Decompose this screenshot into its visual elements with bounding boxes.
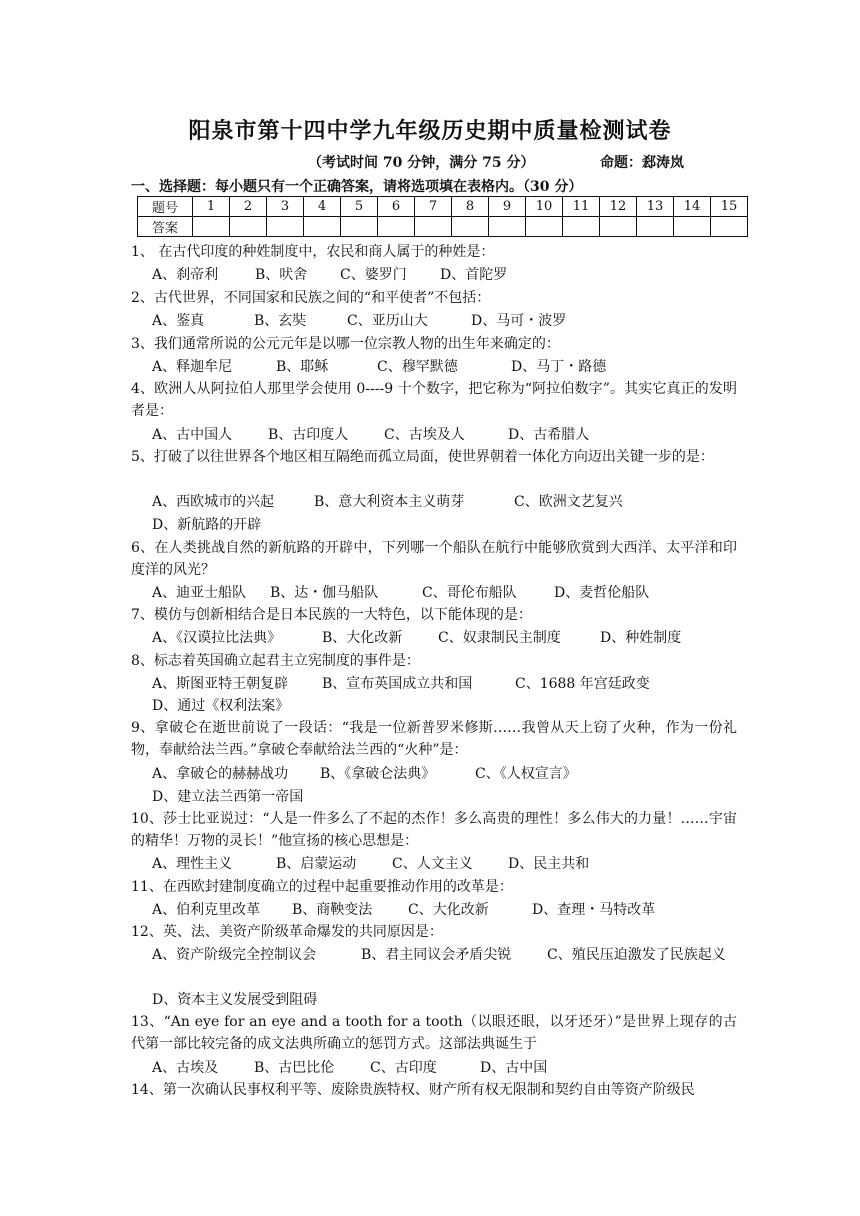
option-c: C、古印度 — [370, 1060, 437, 1076]
question-number: 7 — [415, 197, 452, 217]
question-12-options-line2 — [152, 989, 317, 1011]
exam-author: 命题：郄涛岚 — [600, 155, 684, 171]
option-a: A、西欧城市的兴起 — [152, 494, 275, 510]
question-number: 10 — [526, 197, 563, 217]
answer-cell[interactable] — [526, 217, 563, 237]
question-number: 12 — [600, 197, 637, 217]
option-d: D、首陀罗 — [440, 267, 508, 283]
option-a: A、迪亚士船队 — [152, 585, 247, 601]
option-b: B、古巴比伦 — [254, 1060, 335, 1076]
question-number: 1 — [193, 197, 230, 217]
option-b: B、吠舍 — [255, 267, 308, 283]
option-a: A、释迦牟尼 — [152, 359, 233, 375]
question-number: 14 — [674, 197, 711, 217]
answer-cell[interactable] — [452, 217, 489, 237]
question-5-options-line2 — [152, 514, 261, 536]
answer-cell[interactable] — [674, 217, 711, 237]
table-row — [138, 197, 748, 217]
option-b: B、《拿破仑法典》 — [320, 766, 436, 782]
option-d: D、资本主义发展受到阻碍 — [152, 992, 318, 1008]
option-b: B、耶稣 — [276, 359, 329, 375]
question-11-stem: 11、在西欧封建制度确立的过程中起重要推动作用的改革是： — [131, 879, 513, 895]
table-row — [138, 217, 748, 237]
question-number: 5 — [341, 197, 378, 217]
question-9-options-line2 — [152, 786, 303, 808]
question-4-options — [152, 424, 589, 446]
option-b: B、意大利资本主义萌芽 — [314, 494, 465, 510]
question-8-stem: 8、标志着英国确立起君主立宪制度的事件是： — [131, 653, 420, 669]
question-2-options — [152, 310, 566, 332]
question-6-stem: 6、在人类挑战自然的新航路的开辟中，下列哪一个船队在航行中能够欣赏到大西洋、太平洋和印度洋的风光？ — [131, 540, 737, 578]
question-9-stem: 9、拿破仑在逝世前说了一段话：“我是一位新普罗米修斯……我曾从天上窃了火种，作为一份礼物，奉献给法兰西。”拿破仑奉献给法兰西的“火种”是： — [131, 720, 737, 758]
question-14-stem: 14、第一次确认民事权利平等、废除贵族特权、财产所有权无限制和契约自由等资产阶级民 — [131, 1082, 695, 1098]
option-d: D、麦哲伦船队 — [554, 585, 650, 601]
question-3-stem: 3、我们通常所说的公元元年是以哪一位宗教人物的出生年来确定的： — [131, 336, 560, 352]
option-b: B、宣布英国成立共和国 — [322, 676, 473, 692]
option-b: B、商鞅变法 — [292, 902, 373, 918]
question-7-stem: 7、模仿与创新相结合是日本民族的一大特色，以下能体现的是： — [131, 607, 532, 623]
question-2-stem: 2、古代世界，不同国家和民族之间的“和平使者”不包括： — [131, 290, 491, 306]
question-number: 6 — [378, 197, 415, 217]
option-c: C、哥伦布船队 — [422, 585, 517, 601]
question-11-options — [152, 899, 655, 921]
option-c: C、人文主义 — [392, 856, 473, 872]
option-a: A、刹帝利 — [152, 267, 219, 283]
question-7-options — [152, 627, 681, 649]
option-b: B、启蒙运动 — [276, 856, 357, 872]
option-b: B、古印度人 — [268, 427, 349, 443]
option-c: C、穆罕默德 — [377, 359, 458, 375]
option-d: D、新航路的开辟 — [152, 517, 262, 533]
option-c: C、大化改新 — [408, 902, 489, 918]
question-number: 11 — [563, 197, 600, 217]
answer-cell[interactable] — [341, 217, 378, 237]
option-d: D、马可・波罗 — [471, 313, 567, 329]
option-a: A、鉴真 — [152, 313, 205, 329]
question-5-stem: 5、打破了以往世界各个地区相互隔绝而孤立局面，使世界朝着一体化方向迈出关键一步的是： — [131, 449, 714, 465]
question-1-options — [152, 264, 507, 286]
page-title: 阳泉市第十四中学九年级历史期中质量检测试卷 — [188, 118, 672, 144]
question-number: 8 — [452, 197, 489, 217]
question-12-stem: 12、英、法、美资产阶级革命爆发的共同原因是： — [131, 924, 443, 940]
question-12-options — [131, 944, 737, 966]
option-c: C、1688 年宫廷政变 — [515, 676, 650, 692]
option-a: A、理性主义 — [152, 856, 233, 872]
question-number: 9 — [489, 197, 526, 217]
option-c: C、奴隶制民主制度 — [438, 630, 561, 646]
question-number: 4 — [304, 197, 341, 217]
answer-cell[interactable] — [378, 217, 415, 237]
question-10-stem: 10、莎士比亚说过：“人是一件多么了不起的杰作！多么高贵的理性！多么伟大的力量！……宇宙的精华！万物的灵长！”他宣扬的核心思想是： — [131, 811, 737, 849]
question-13-stem: 13、“An eye for an eye and a tooth for a tooth（以眼还眼，以牙还牙）”是世界上现存的古代第一部比较完备的成文法典所确立的惩罚方式。这部法典诞生于 — [131, 1014, 737, 1052]
question-number: 2 — [230, 197, 267, 217]
question-6-options — [152, 582, 649, 604]
option-d: D、古希腊人 — [508, 427, 590, 443]
question-10-options — [152, 853, 589, 875]
answer-cell[interactable] — [267, 217, 304, 237]
question-number: 15 — [711, 197, 748, 217]
option-c: C、古埃及人 — [384, 427, 465, 443]
question-9-options — [152, 763, 577, 785]
option-d: D、建立法兰西第一帝国 — [152, 789, 304, 805]
row-label-answer: 答案 — [138, 217, 193, 237]
option-a: A、资产阶级完全控制议会 — [152, 947, 317, 963]
option-a: A、古埃及 — [152, 1060, 219, 1076]
question-8-options-line2 — [152, 695, 289, 717]
question-1-stem: 1、 在古代印度的种姓制度中，农民和商人属于的种姓是： — [131, 244, 495, 260]
option-a: A、《汉谟拉比法典》 — [152, 630, 282, 646]
option-d: D、马丁・路德 — [511, 359, 607, 375]
section-heading: 一、选择题：每小题只有一个正确答案，请将选项填在表格内。（30 分） — [131, 179, 583, 195]
question-3-options — [152, 356, 606, 378]
question-8-options — [152, 673, 650, 695]
option-b: B、大化改新 — [322, 630, 403, 646]
option-d: D、古中国 — [480, 1060, 548, 1076]
question-4-stem: 4、欧洲人从阿拉伯人那里学会使用 0----9 十个数字，把它称为“阿拉伯数字”。其实它真正的发明者是： — [131, 381, 737, 419]
option-d: D、种姓制度 — [600, 630, 682, 646]
answer-cell[interactable] — [637, 217, 674, 237]
option-d: D、通过《权利法案》 — [152, 698, 290, 714]
question-5-options — [152, 491, 623, 513]
answer-cell[interactable] — [600, 217, 637, 237]
option-c: C、《人权宣言》 — [475, 766, 577, 782]
question-number: 3 — [267, 197, 304, 217]
option-b: B、达・伽马船队 — [270, 585, 379, 601]
option-a: A、伯利克里改革 — [152, 902, 261, 918]
exam-info: （考试时间 70 分钟，满分 75 分） — [308, 155, 535, 171]
option-c: C、欧洲文艺复兴 — [514, 494, 623, 510]
answer-cell[interactable] — [415, 217, 452, 237]
answer-cell[interactable] — [489, 217, 526, 237]
answer-cell[interactable] — [193, 217, 230, 237]
answer-cell[interactable] — [563, 217, 600, 237]
option-a: A、拿破仑的赫赫战功 — [152, 766, 289, 782]
option-c: C、婆罗门 — [340, 267, 407, 283]
option-d: D、民主共和 — [508, 856, 590, 872]
option-b: B、玄奘 — [254, 313, 307, 329]
option-c: C、殖民压迫激发了民族起义 — [547, 947, 726, 963]
option-a: A、斯图亚特王朝复辟 — [152, 676, 289, 692]
option-d: D、查理・马特改革 — [532, 902, 656, 918]
answer-cell[interactable] — [230, 217, 267, 237]
question-13-options — [152, 1057, 547, 1079]
option-a: A、古中国人 — [152, 427, 233, 443]
row-label-number: 题号 — [138, 197, 193, 217]
option-b: B、君主同议会矛盾尖锐 — [361, 947, 512, 963]
question-number: 13 — [637, 197, 674, 217]
answer-cell[interactable] — [711, 217, 748, 237]
answer-cell[interactable] — [304, 217, 341, 237]
answer-table — [137, 196, 748, 237]
option-c: C、亚历山大 — [347, 313, 428, 329]
